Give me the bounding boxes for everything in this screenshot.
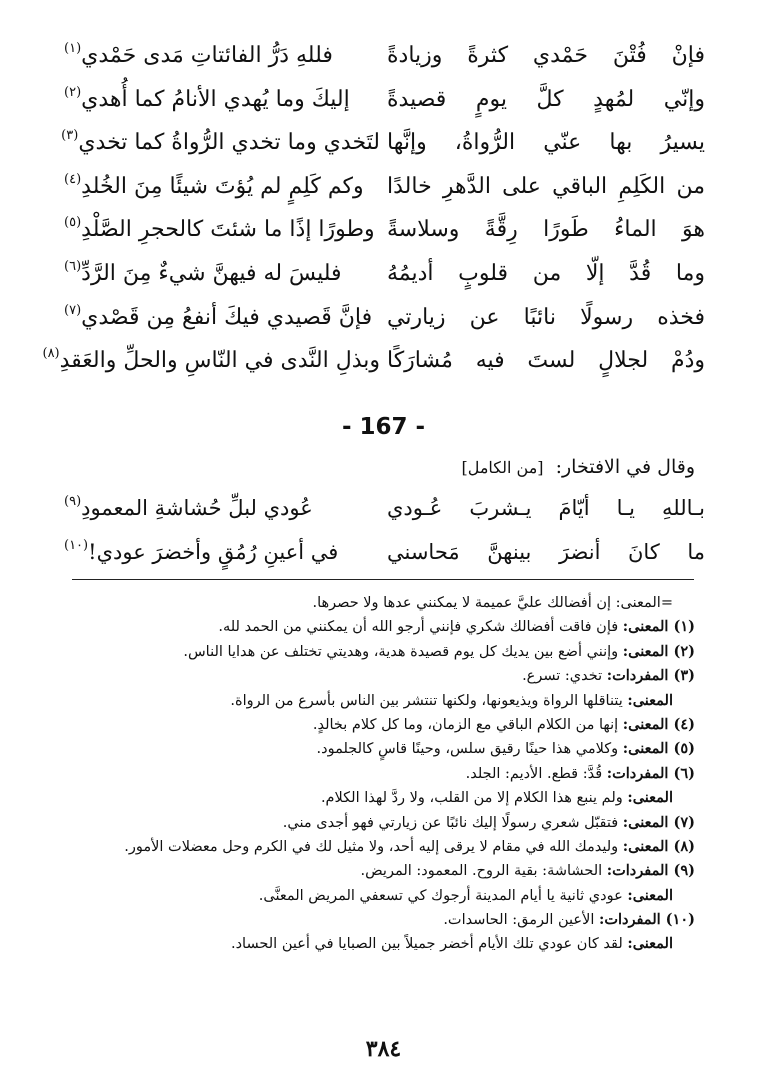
footnote-line (40, 713, 695, 737)
footnote-label: (٩) المفردات: (606, 862, 695, 880)
footnote-line (40, 859, 695, 883)
footnote-label: (٦) المفردات: (606, 764, 695, 782)
footnote-label: (١) المعنى: (622, 618, 695, 636)
verse-first-hemistich: ودُمْ لجلالٍ لستَ فيه مُشارَكًا (387, 348, 705, 374)
footnote-label: المعنى: (627, 886, 673, 904)
verse-first-hemistich: فخذه رسولًا نائبًا عن زيارتي (387, 304, 705, 330)
footnote-line (40, 835, 695, 859)
footnote-text: إنها من الكلام الباقي مع الزمان، وما كل كلام بخالدٍ. (312, 716, 619, 733)
footnote-line (40, 664, 695, 688)
verse-second-hemistich (62, 165, 380, 212)
footnote-line (40, 640, 695, 664)
verse (42, 339, 705, 383)
poem-block-1 (42, 34, 705, 383)
verse (62, 530, 705, 574)
footnote-label: (٨) المعنى: (622, 837, 695, 855)
verse (62, 121, 705, 165)
verse-first-hemistich: وإنّي لمُهدٍ كلَّ يومٍ قصيدةً (387, 86, 705, 112)
footnote-text: تخدي: تسرع. (522, 668, 603, 685)
verse-second-hemistich (62, 121, 380, 168)
verse (62, 34, 705, 78)
footnote-line (40, 762, 695, 786)
footnote-line (40, 932, 695, 956)
verse-first-hemistich: بـاللهِ يـا أيّامَ يـشربَ عُـودي (387, 496, 705, 520)
intro-text: وقال في الافتخار: (555, 456, 695, 478)
verse-text: فليسَ له فيهنَّ شيءٌ مِنَ الرَّدِّ (81, 260, 342, 286)
footnote-text: وليدمك الله في مقام لا يرقى إليه أحد، ولا مثيل لك في الكرم وحل معضلات الأمور. (124, 838, 619, 855)
verse-text: وبذلِ النَّدى في النّاسِ والحلِّ والعَقدِ (59, 348, 380, 374)
verse (62, 296, 705, 340)
verse-text: فللهِ دَرُّ الفائتاتِ مَدى حَمْدي (81, 43, 333, 68)
verse-text: وطورًا إذًا ما شئتَ كالحجرِ الصَّلْدِ (81, 217, 375, 243)
footnote-marker: (١) (64, 41, 82, 56)
page-number: ٣٨٤ (365, 1036, 402, 1062)
verse-first-hemistich: هوَ الماءُ طَورًا رِقَّةً وسلاسةً (387, 217, 705, 243)
footnote-text: فتقبّل شعري رسولًا إليك نائبًا عن زيارتي فهو أجدى مني. (282, 814, 619, 831)
poem-block-2 (62, 486, 705, 574)
verse-second-hemistich (62, 530, 380, 578)
footnote-line (40, 884, 695, 908)
poem-number: - 167 - (341, 414, 426, 440)
verse-first-hemistich: وما قُدَّ إلّا من قلوبٍ أديمُهُ (387, 260, 705, 286)
footnote-marker: (٥) (64, 215, 82, 231)
footnote-label: (٧) المعنى: (622, 813, 695, 831)
verse-second-hemistich (62, 208, 380, 255)
meter-label: [من الكامل] (461, 458, 544, 477)
footnote-text: عودي ثانية يا أيام المدينة أرجوك كي تسعفي المريض المعنَّى. (258, 887, 623, 904)
footnote-text: لقد كان عودي تلك الأيام أخضر جميلاً بين الصبايا في أعين الحساد. (230, 936, 623, 953)
footnote-line (40, 591, 695, 615)
verse-text: وكم كَلِمٍ لم يُؤتَ شيئًا مِنَ الخُلدِ (81, 173, 364, 199)
poem-intro (461, 452, 695, 483)
footnote-text: الحشاشة: بقية الروح. المعمود: المريض. (360, 863, 603, 880)
footnotes (40, 591, 695, 957)
footnote-line (40, 615, 695, 639)
footnote-text: وإنني أضع بين يديك كل يوم قصيدة هدية، وهديتي تختلف عن هدايا الناس. (183, 643, 619, 660)
verse-text: إليكَ وما يُهدي الأنامُ كما أُهدي (81, 86, 350, 112)
footnote-text: وكلامي هذا حينًا رقيق سلس، وحينًا قاسٍ كالجلمود. (316, 741, 619, 758)
verse-text: عُودي لبلِّ حُشاشةِ المعمودِ (81, 496, 313, 520)
verse-first-hemistich: فإنْ فُتْنَ حَمْدي كثرةً وزيادةً (387, 43, 705, 68)
verse-first-hemistich: يسيرُ بها عنّي الرُّواةُ، وإنَّها (387, 130, 705, 156)
verse (62, 208, 705, 252)
footnote-marker: (٣) (61, 128, 79, 144)
footnote-marker: (٧) (64, 302, 82, 318)
footnote-line (40, 811, 695, 835)
verse-second-hemistich (42, 339, 380, 386)
verse-second-hemistich (62, 486, 380, 534)
footnote-text: يتناقلها الرواة ويذيعونها، ولكنها تنتشر بين الناس بأسرع من الرواة. (230, 692, 623, 709)
verse (62, 486, 705, 530)
footnote-text: ولم ينبع هذا الكلام إلا من القلب، ولا ردَّ لهذا الكلام. (320, 790, 623, 807)
verse-second-hemistich (62, 78, 380, 125)
footnote-marker: (٨) (42, 346, 60, 362)
verse-second-hemistich (62, 296, 380, 343)
footnote-label: (٢) المعنى: (622, 642, 695, 660)
footnote-line (40, 908, 695, 932)
footnote-line (40, 737, 695, 761)
verse (62, 78, 705, 122)
footnote-label: (٥) المعنى: (622, 740, 695, 758)
footnote-line (40, 689, 695, 713)
footnote-marker: (١٠) (64, 538, 89, 553)
footnote-label: المعنى: (627, 691, 673, 709)
footnote-line (40, 786, 695, 810)
footnote-text: قُدَّ: قطع. الأديم: الجلد. (465, 765, 603, 782)
footnote-text: الأعين الرمق: الحاسدات. (443, 912, 595, 929)
verse (62, 252, 705, 296)
footnote-marker: (٦) (64, 258, 82, 274)
footnote-text: =المعنى: إن أفضالك عليَّ عميمة لا يمكنني عدها ولا حصرها. (312, 595, 673, 611)
footnote-marker: (٢) (64, 84, 82, 100)
footnote-label: (١٠) المفردات: (598, 911, 695, 929)
verse-text: فإنَّ قَصيدي فيكَ أنفعُ مِن قَصْدي (81, 304, 373, 330)
verse-first-hemistich: ما كانَ أنضرَ بينهنَّ مَحاسني (387, 540, 705, 564)
footnote-label: المعنى: (627, 789, 673, 807)
footnote-marker: (٩) (64, 494, 82, 509)
verse-first-hemistich: من الكَلِمِ الباقي على الدَّهرِ خالدًا (387, 173, 705, 199)
verse-second-hemistich (62, 34, 380, 81)
footnote-text: فإن فاقت أفضالك شكري فإنني أرجو الله أن يمكنني من الحمد لله. (218, 619, 619, 636)
footnote-marker: (٤) (64, 171, 82, 187)
footnote-divider (72, 579, 694, 580)
verse-second-hemistich (62, 252, 380, 299)
verse-text: لتَخدي وما تخدي الرُّواةُ كما تخدي (78, 130, 380, 156)
verse-text: في أعينِ رُمُقٍ وأخضرَ عودي! (88, 540, 339, 564)
verse (62, 165, 705, 209)
footnote-label: المعنى: (627, 935, 673, 953)
footnote-label: (٣) المفردات: (606, 667, 695, 685)
footnote-label: (٤) المعنى: (622, 715, 695, 733)
